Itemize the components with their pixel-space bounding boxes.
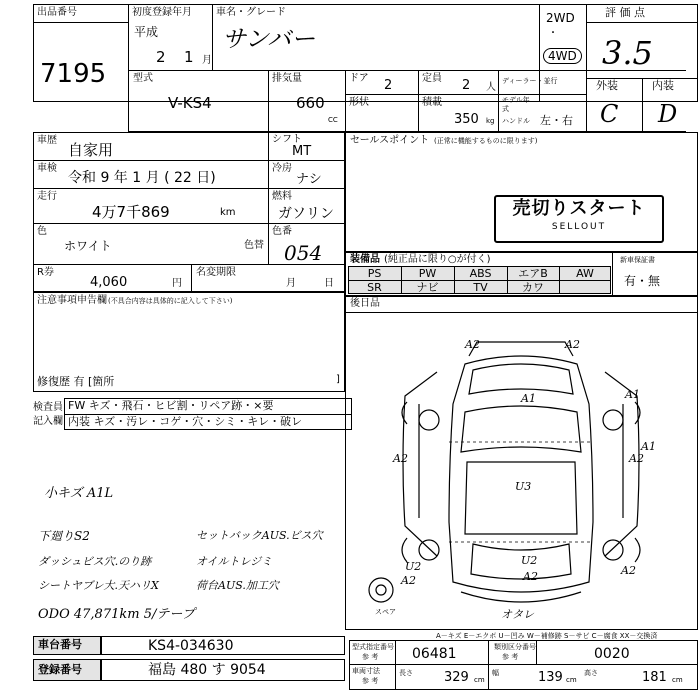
model-label: 型式: [133, 73, 153, 84]
mileage-unit: km: [220, 207, 236, 218]
height-label: 高さ: [584, 669, 598, 677]
inspection-label: 車検: [37, 163, 57, 174]
hw-line-2: 下廻りS2: [38, 529, 90, 543]
reg-label: 初度登録年月: [132, 7, 192, 18]
equip-tv: TV: [473, 281, 488, 294]
dmg-mark-10: A2: [401, 574, 416, 587]
car-diagram: [345, 312, 698, 630]
height-unit: cm: [672, 676, 683, 684]
dmg-mark-3: A1: [521, 392, 536, 405]
deadline-label: 名変期限: [196, 267, 236, 278]
seats-label: 定員: [422, 73, 442, 84]
height: 181: [642, 670, 667, 685]
drive-4wd: 4WD: [543, 48, 582, 64]
inspector-row-fw: FW キズ・飛石・ヒビ割・リペア跡・×要: [68, 399, 274, 412]
length-unit: cm: [474, 676, 485, 684]
hw-line-4: ダッシュビス穴.のり跡: [38, 555, 152, 568]
hw-line-1: 小キズ A1L: [44, 486, 114, 501]
color: ホワイト: [64, 239, 112, 253]
equip-ps: PS: [367, 267, 382, 280]
aftermarket-frame: [345, 296, 698, 312]
inspector-label-1: 検査員: [33, 402, 63, 413]
equip-airbag: エアB: [518, 267, 548, 280]
handle: 左・右: [540, 114, 573, 127]
lot-number: 7195: [40, 59, 107, 89]
sales-label: セールスポイント: [350, 135, 430, 146]
dmg-mark-13: A2: [621, 564, 636, 577]
mileage-label: 走行: [37, 191, 57, 202]
cc-unit: CC: [328, 116, 338, 124]
month-unit: 月: [202, 55, 212, 66]
dmg-mark-5: A2: [393, 452, 408, 465]
repair-history: 修復歴 有 [箇所: [37, 375, 115, 388]
color-change-label: 色替: [244, 240, 264, 251]
sales-note: (正常に機能するものに限ります): [434, 137, 538, 145]
seats: 2: [462, 78, 471, 93]
door-label: ドア: [349, 73, 369, 84]
inspector-label-2: 記入欄: [33, 416, 63, 427]
cc: 660: [296, 94, 325, 112]
equipment-label: 装備品: [350, 254, 380, 265]
equipment-note: (純正品に限り○が付く): [384, 254, 491, 265]
deadline-month: 月: [286, 278, 296, 289]
equip-abs: ABS: [469, 267, 492, 280]
dmg-mark-4: A1: [625, 388, 640, 401]
recycle-amount: 4,060: [90, 275, 128, 290]
length-label: 長さ: [399, 669, 413, 677]
class-label: 類別区分番号: [494, 643, 536, 651]
history-value: 自家用: [68, 141, 114, 159]
hw-line-8: ODO 47,871km 5/テープ: [38, 607, 195, 622]
equip-leather: カワ: [522, 281, 544, 294]
score: 3.5: [602, 34, 653, 72]
era: 平成: [134, 25, 159, 39]
car-name-label: 車名・グレード: [216, 7, 286, 18]
stamp-main: 売切りスタート: [512, 198, 646, 219]
shift: MT: [292, 144, 312, 159]
doors: 2: [384, 78, 393, 93]
dmg-mark-12: A2: [523, 570, 538, 583]
stamp-sub: SELLOUT: [551, 222, 607, 232]
load-unit: kg: [486, 117, 495, 125]
color-label: 色: [37, 226, 47, 237]
recycle-unit: 円: [172, 278, 182, 289]
notes-label: 注意事項申告欄: [37, 295, 107, 306]
dmg-mark-1: A2: [465, 338, 480, 351]
damage-legend: A－キズ E－エクボ U－凹み W－補修跡 S－サビ C－腐食 XX－交換済: [436, 632, 658, 640]
car-name: サンバー: [222, 25, 316, 53]
load-label: 積載: [422, 97, 442, 108]
fuel: ガソリン: [278, 206, 334, 222]
deadline-day: 日: [324, 278, 334, 289]
sellout-stamp: [494, 195, 664, 243]
hw-line-7: 荷台AUS.加工穴: [196, 579, 279, 592]
hw-line-5: オイルトレジミ: [196, 555, 273, 568]
history-label: 車歴: [37, 135, 57, 146]
warranty-label: 新車保証書: [620, 256, 655, 264]
dmg-mark-7: U3: [515, 480, 532, 493]
int-label: 内装: [652, 79, 674, 92]
reg-no-label: 登録番号: [38, 663, 82, 676]
load: 350: [454, 112, 479, 127]
equip-navi: ナビ: [416, 281, 439, 294]
dmg-mark-2: A2: [565, 338, 580, 351]
notes-sub: (不具合内容は具体的に記入して下さい): [108, 297, 233, 305]
recycle-label: R券: [37, 267, 54, 278]
ac-label: 冷房: [272, 163, 292, 174]
length: 329: [444, 670, 469, 685]
warranty: 有・無: [624, 274, 661, 288]
score-label: 評 価 点: [605, 6, 645, 19]
equip-sr: SR: [367, 281, 382, 294]
hw-line-3: セットバックAUS.ビス穴: [196, 529, 323, 542]
handle-label: ハンドル: [502, 117, 530, 125]
dims-ref: 参 考: [362, 677, 379, 685]
dmg-mark-8: A2: [629, 452, 644, 465]
color-no-label: 色番: [272, 226, 292, 237]
dmg-mark-6: A1: [641, 440, 656, 453]
dmg-mark-11: U2: [521, 554, 538, 567]
dmg-mark-9: U2: [405, 560, 422, 573]
spare-label: スペア: [375, 608, 396, 616]
chassis-number: KS4-034630: [148, 638, 234, 654]
ac: ナシ: [296, 172, 322, 187]
inspection-value: 令和 9 年 1 月 ( 22 日): [68, 170, 216, 186]
seats-unit: 人: [486, 82, 496, 93]
reg-number: 福島 480 す 9054: [148, 662, 266, 678]
type-desig-label: 型式指定番号: [352, 643, 394, 651]
type-desig-ref: 参 考: [362, 653, 379, 661]
aftermarket-label: 後日品: [350, 298, 380, 309]
lot-label: 出品番号: [37, 7, 77, 18]
chassis-label: 車台番号: [38, 638, 82, 651]
width-unit: cm: [566, 676, 577, 684]
shift-label: シフト: [272, 134, 302, 145]
class-ref: 参 考: [502, 653, 519, 661]
dims-label: 車両寸法: [352, 667, 380, 675]
hw-line-6: シートヤブレ大.天ハリX: [38, 579, 159, 592]
shape-label: 形状: [349, 97, 369, 108]
equip-pw: PW: [418, 267, 437, 280]
inspector-row-interior: 内装 キズ・汚レ・コゲ・穴・シミ・キレ・破レ: [68, 415, 303, 428]
dmg-mark-14: オタレ: [501, 608, 534, 621]
mileage: 4万7千869: [92, 203, 170, 221]
width-label: 幅: [492, 669, 499, 677]
ext-label: 外装: [596, 79, 618, 92]
type-desig-number: 06481: [412, 646, 457, 662]
ext-grade: C: [600, 100, 619, 128]
model-year-label: モデル年式: [502, 96, 530, 113]
equip-aw: AW: [576, 267, 594, 280]
cc-label: 排気量: [272, 73, 302, 84]
drive-2wd: 2WD: [546, 11, 575, 25]
fuel-label: 燃料: [272, 191, 292, 202]
width: 139: [538, 670, 563, 685]
reg-month: 1: [184, 48, 194, 66]
color-no: 054: [284, 241, 323, 265]
reg-year: 2: [156, 48, 166, 66]
model: V-KS4: [168, 94, 212, 112]
diagram-frame: [346, 313, 698, 630]
dealer-label: ディーラー・並行: [502, 77, 558, 85]
class-number: 0020: [594, 646, 630, 662]
int-grade: D: [658, 100, 678, 128]
auction-sheet: 出品番号 7195 初度登録年月 平成 2 1 月 車名・グレード サンバー 2WD ・ 4WD 評 価 点 3.5 外装 内装 C D 型式 V-KS4 排気量 660 CC ドア 2 定員 2 人 ディーラー・並行 形状 積載 350 kg モデル年式 ハンドル 左・右 車歴 自家用 車検 令和 9 年 1 月 ( 22 日) 走行 4万7千869 km 色 ホワイト 色替 R券 4,060 円 名変期限 月 日 シフト MT 冷房 ナシ 燃料 ガソリン 色番 054 セールスポイント (正常に機能するものに限ります) 売切りスタート SELLOUT 装備品 (純正品に限り○が付く) 新車保証書 有・無 PS PW ABS エアB AW SR ナビ TV カワ 注意事項申告欄 (不具合内容は具体的に記入して下さい) 修復歴 有 [箇所 ] 後日品 検査員 記入欄 FW キズ・飛石・ヒビ割・リペア跡・×要 内装 キズ・汚レ・コゲ・穴・シミ・キレ・破レ 小キズ A1L 下廻りS2 セットバックAUS.ビス穴 ダッシュビス穴.のり跡 オイルトレジミ シートヤブレ大.天ハリX 荷台AUS.加工穴 ODO 47,871km 5/テープ A2 A2 A1 A1 A2 A1 U3 A2 U2 A2 U2 A2 A2 オタレ スペア A－キズ E－エクボ U－凹み W－補修跡 S－サビ C－腐食 XX－交換済 車台番号 KS4-034630 登録番号 福島 480 す 9054 型式指定番号 参 考 06481 類別区分番号 参 考 0020 車両寸法 参 考 長さ 329 cm 幅 139 cm 高さ 181 cm: [0, 0, 700, 700]
